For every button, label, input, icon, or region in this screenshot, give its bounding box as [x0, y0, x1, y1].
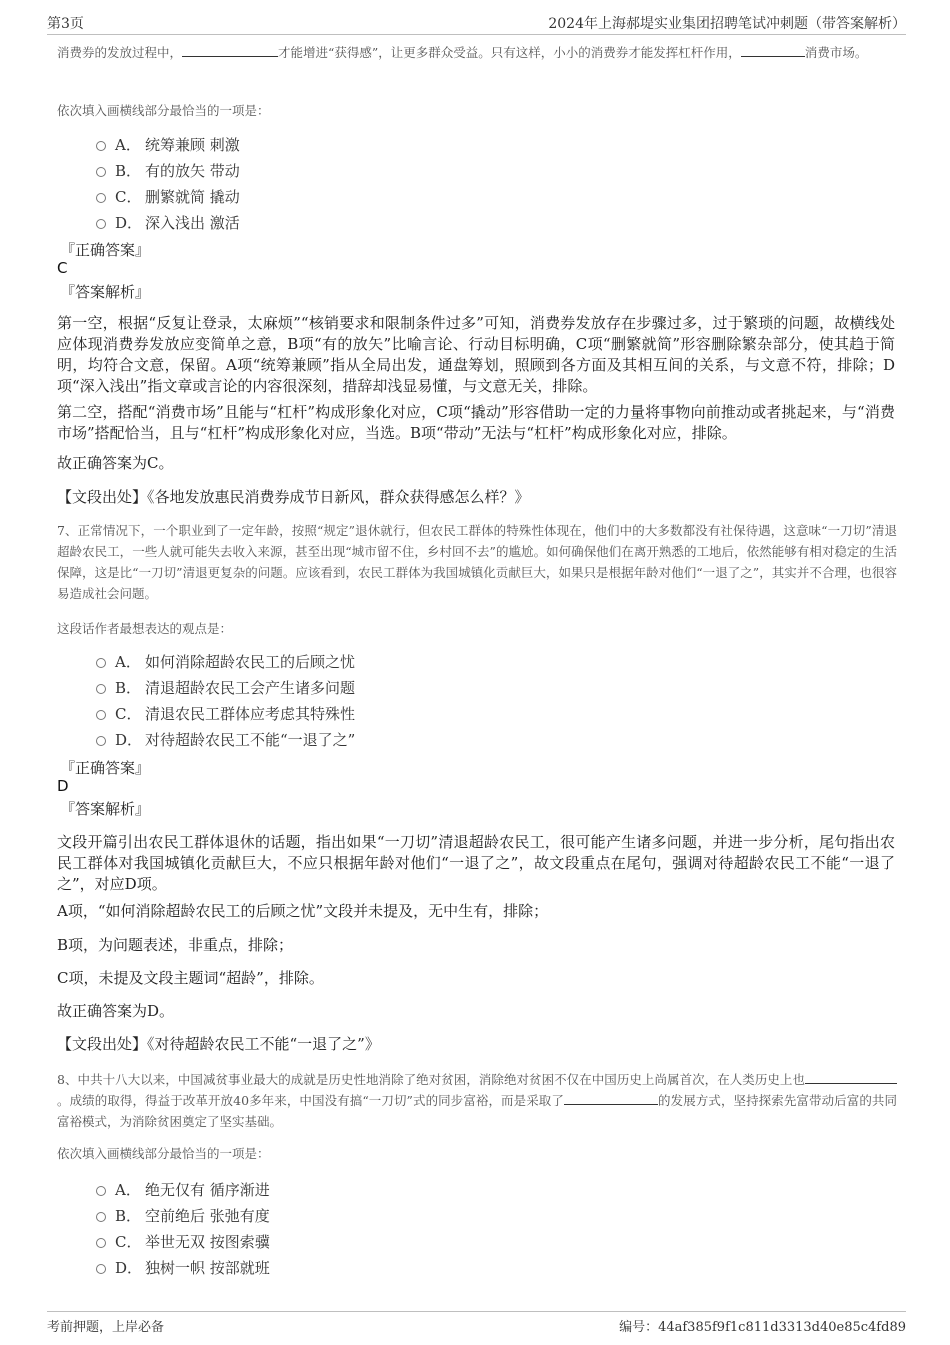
question-6-options — [96, 131, 240, 235]
answer-value: D — [57, 777, 69, 795]
radio-icon[interactable] — [96, 1238, 106, 1248]
page-header — [47, 8, 906, 35]
analysis-paragraph: A项，“如何消除超龄农民工的后顾之忧”文段并未提及，无中生有，排除； — [57, 902, 549, 920]
radio-icon[interactable] — [96, 219, 106, 229]
option-c[interactable]: C． 举世无双 按图索骥 — [96, 1228, 270, 1254]
radio-icon[interactable] — [96, 1186, 106, 1196]
source-citation: 【文段出处】《各地发放惠民消费券成节日新风，群众获得感怎么样？》 — [57, 488, 530, 506]
analysis-paragraph: 文段开篇引出农民工群体退休的话题，指出如果“一刀切”清退超龄农民工，很可能产生诸多问题，并进一步分析，尾句指出农民工群体对我国城镇化贡献巨大，不应只根据年龄对他们“一退了之”，故文段重点在尾句，强调对待超龄农民工不能“一退了之”，对应D项。 — [57, 833, 895, 893]
question-8-text: 8、中共十八大以来，中国减贫事业最大的成就是历史性地消除了绝对贫困，消除绝对贫困不仅在中国历史上尚属首次，在人类历史上也。成绩的取得，得益于改革开放40多年来，中国没有搞“一刀切”式的同步富裕，而是采取了 的发展方式，坚持探索先富带动后富的共同富裕模式，为消除贫困奠定了坚实基础。 — [57, 1072, 897, 1129]
question-6-text: 消费券的发放过程中， 才能增进“获得感”，让更多群众受益。只有这样，小小的消费券才能发挥杠杆作用， 消费市场。 — [57, 45, 868, 60]
blank-line — [741, 43, 805, 57]
answer-value: C — [57, 259, 68, 277]
answer-label: 『正确答案』 — [60, 759, 151, 777]
blank-line — [564, 1091, 658, 1105]
option-b[interactable]: B． 有的放矢 带动 — [96, 157, 240, 183]
radio-icon[interactable] — [96, 658, 106, 668]
analysis-paragraph: 第二空，搭配“消费市场”且能与“杠杆”构成形象化对应，C项“撬动”形容借助一定的力量将事物向前推动或者挑起来，与“消费市场”搭配恰当，且与“杠杆”构成形象化对应，当选。B项“带动”无法与“杠杆”构成形象化对应，排除。 — [57, 403, 895, 442]
answer-label: 『正确答案』 — [60, 241, 151, 259]
document-title: 2024年上海郝堤实业集团招聘笔试冲刺题（带答案解析） — [548, 16, 906, 32]
radio-icon[interactable] — [96, 710, 106, 720]
option-d[interactable]: D． 独树一帜 按部就班 — [96, 1254, 270, 1280]
question-7-prompt: 这段话作者最想表达的观点是： — [57, 621, 233, 636]
option-d[interactable]: D． 深入浅出 激活 — [96, 209, 240, 235]
radio-icon[interactable] — [96, 1212, 106, 1222]
analysis-paragraph: B项，为问题表述，非重点，排除； — [57, 936, 294, 954]
analysis-label: 『答案解析』 — [60, 800, 151, 818]
radio-icon[interactable] — [96, 684, 106, 694]
blank-line — [182, 43, 278, 57]
source-citation: 【文段出处】《对待超龄农民工不能“一退了之”》 — [57, 1035, 380, 1053]
analysis-label: 『答案解析』 — [60, 283, 151, 301]
question-8-prompt: 依次填入画横线部分最恰当的一项是： — [57, 1146, 270, 1161]
option-b[interactable]: B． 清退超龄农民工会产生诸多问题 — [96, 674, 355, 700]
option-d[interactable]: D． 对待超龄农民工不能“一退了之” — [96, 726, 355, 752]
page-number: 第3页 — [47, 16, 84, 32]
radio-icon[interactable] — [96, 193, 106, 203]
document-id: 编号：44af385f9f1c811d3313d40e85c4fd89 — [619, 1320, 906, 1335]
question-8-options — [96, 1176, 270, 1280]
analysis-paragraph: C项，未提及文段主题词“超龄”，排除。 — [57, 969, 324, 987]
radio-icon[interactable] — [96, 141, 106, 151]
radio-icon[interactable] — [96, 167, 106, 177]
option-c[interactable]: C． 清退农民工群体应考虑其特殊性 — [96, 700, 355, 726]
analysis-conclusion: 故正确答案为D。 — [57, 1002, 175, 1020]
page-footer — [47, 1311, 906, 1338]
analysis-paragraph: 第一空，根据“反复让登录，太麻烦”“核销要求和限制条件过多”可知，消费券发放存在步骤过多，过于繁琐的问题，故横线处应体现消费券发放应变简单之意，B项“有的放矢”比喻言论、行动目标明确，C项“删繁就简”形容删除繁杂部分，使其趋于简明，均符合文意，保留。A项“统筹兼顾”指从全局出发，通盘筹划，照顾到各方面及其相互间的关系，与文意不符，排除；D项“深入浅出”指文章或言论的内容很深刻，措辞却浅显易懂，与文意无关，排除。 — [57, 314, 895, 395]
blank-line — [805, 1070, 897, 1084]
question-6-prompt: 依次填入画横线部分最恰当的一项是： — [57, 103, 270, 118]
option-b[interactable]: B． 空前绝后 张弛有度 — [96, 1202, 270, 1228]
option-a[interactable]: A． 如何消除超龄农民工的后顾之忧 — [96, 648, 355, 674]
question-7-text: 7、正常情况下，一个职业到了一定年龄，按照“规定”退休就行，但农民工群体的特殊性体现在，他们中的大多数都没有社保待遇，这意味“一刀切”清退超龄农民工，一些人就可能失去收入来源，甚至出现“城市留不住，乡村回不去”的尴尬。如何确保他们在离开熟悉的工地后，依然能够有相对稳定的生活保障，这是比“一刀切”清退更复杂的问题。应该看到，农民工群体为我国城镇化贡献巨大，如果只是根据年龄对他们“一退了之”，其实并不合理，也很容易造成社会问题。 — [57, 523, 897, 601]
radio-icon[interactable] — [96, 1264, 106, 1274]
footer-slogan: 考前押题，上岸必备 — [47, 1320, 165, 1335]
option-c[interactable]: C． 删繁就简 撬动 — [96, 183, 240, 209]
option-a[interactable]: A． 统筹兼顾 刺激 — [96, 131, 240, 157]
radio-icon[interactable] — [96, 736, 106, 746]
question-7-options — [96, 648, 355, 752]
analysis-conclusion: 故正确答案为C。 — [57, 454, 174, 472]
option-a[interactable]: A． 绝无仅有 循序渐进 — [96, 1176, 270, 1202]
